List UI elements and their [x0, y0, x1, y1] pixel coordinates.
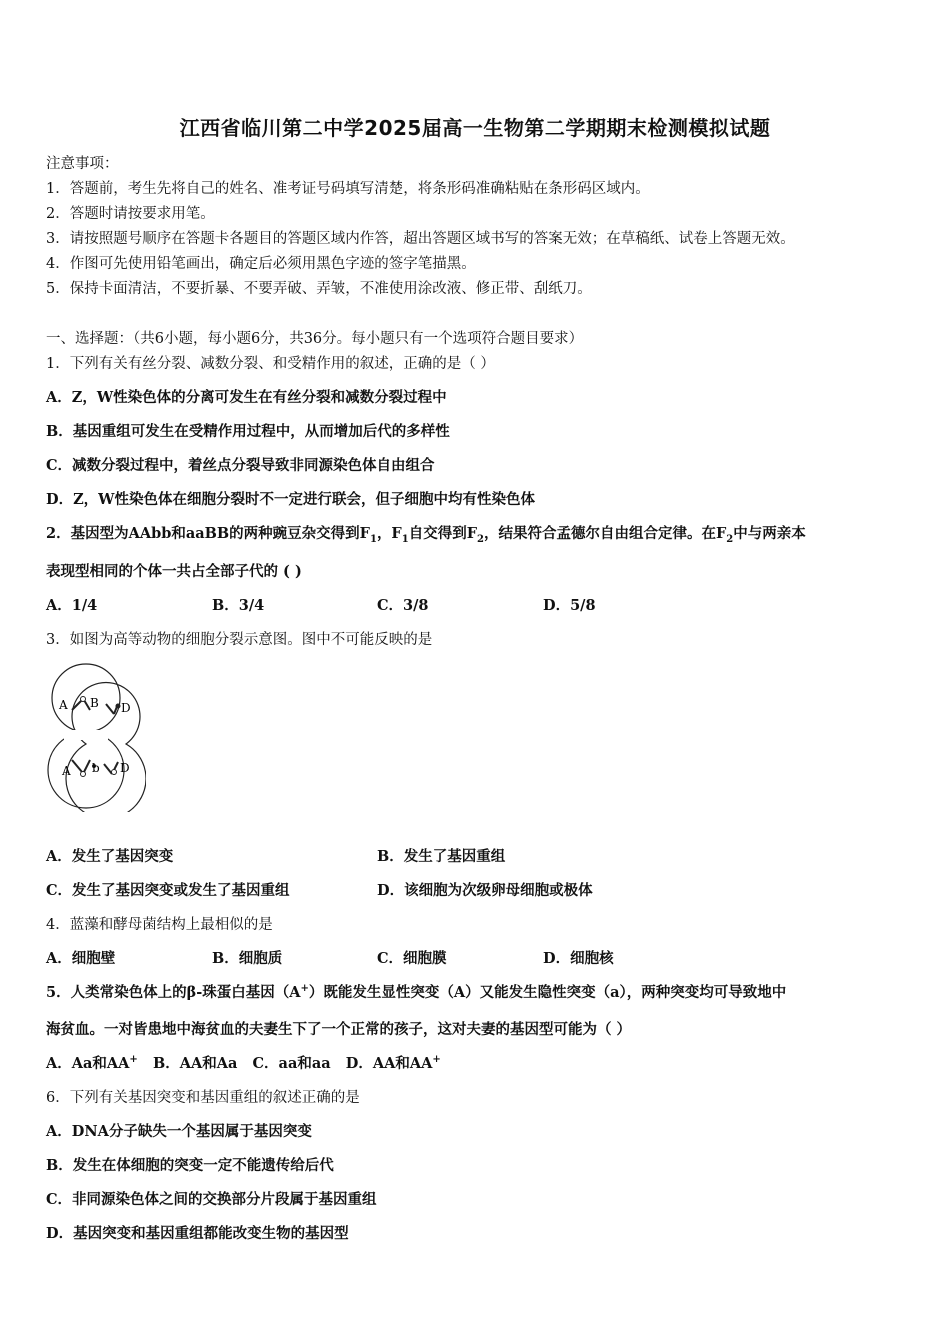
- question-5-options: [46, 1052, 441, 1073]
- q2-stem-part: 2．基因型为AAbb和aaBB的两种豌豆杂交得到F: [46, 525, 370, 542]
- question-1-stem: 1．下列有关有丝分裂、减数分裂、和受精作用的叙述，正确的是（ ）: [46, 356, 495, 372]
- centromere: [116, 704, 121, 709]
- q2-stem-part: 自交得到F: [408, 525, 477, 542]
- notice-item: 4．作图可先使用铅笔画出，确定后必须用黑色字迹的签字笔描黑。: [46, 256, 476, 272]
- question-3-option-b: B．发生了基因重组: [377, 848, 506, 865]
- question-4-option-a: A．细胞壁: [46, 950, 116, 967]
- question-1-option-a: A．Z，W性染色体的分离可发生在有丝分裂和减数分裂过程中: [46, 389, 447, 406]
- notice-item: 5．保持卡面清洁，不要折暴、不要弄破、弄皱，不准使用涂改液、修正带、刮纸刀。: [46, 281, 592, 297]
- question-5-stem: [46, 981, 786, 1002]
- chromosome: [106, 704, 114, 714]
- question-6-option-c: C．非同源染色体之间的交换部分片段属于基因重组: [46, 1191, 377, 1208]
- q2-subscript: 1: [401, 533, 409, 545]
- question-2-stem-line2: 表现型相同的个体一共占全部子代的 ( ): [46, 563, 302, 580]
- question-1-option-d: D．Z，W性染色体在细胞分裂时不一定进行联会，但子细胞中均有性染色体: [46, 491, 535, 508]
- cell-division-figure: [46, 660, 146, 812]
- gene-label: b: [92, 761, 100, 775]
- q5-stem-part: ）既能发生显性突变（A）又能发生隐性突变（a），两种突变均可导致地中: [308, 984, 787, 1001]
- question-2-option-a: A．1/4: [46, 597, 98, 614]
- page-title: 江西省临川第二中学2025届高一生物第二学期期末检测模拟试题: [179, 116, 771, 140]
- gene-label: B: [90, 696, 99, 710]
- question-1-option-b: B．基因重组可发生在受精作用过程中，从而增加后代的多样性: [46, 423, 450, 440]
- question-3-stem: 3．如图为高等动物的细胞分裂示意图。图中不可能反映的是: [46, 632, 433, 648]
- notice-item: 1．答题前，考生先将自己的姓名、准考证号码填写清楚，将条形码准确粘贴在条形码区域内。: [46, 181, 650, 197]
- question-6-option-b: B．发生在体细胞的突变一定不能遗传给后代: [46, 1157, 334, 1174]
- question-5-stem-line2: 海贫血。一对皆患地中海贫血的夫妻生下了一个正常的孩子，这对夫妻的基因型可能为（ ）: [46, 1021, 632, 1038]
- q2-stem-part: 中与两亲本: [733, 525, 806, 542]
- chromosome: [72, 760, 82, 772]
- q2-subscript: 1: [369, 533, 377, 545]
- question-1-option-c: C．减数分裂过程中，着丝点分裂导致非同源染色体自由组合: [46, 457, 435, 474]
- option-superscript: +: [432, 1054, 441, 1066]
- cell-outline: [66, 683, 146, 812]
- chromosome: [104, 764, 112, 774]
- q5-superscript: +: [300, 983, 309, 995]
- question-2-stem: [46, 522, 806, 545]
- q2-subscript: 2: [477, 533, 484, 545]
- question-5-option-b: B．AA和Aa: [152, 1055, 238, 1072]
- question-4-option-b: B．细胞质: [212, 950, 283, 967]
- q2-subscript: 2: [726, 533, 734, 545]
- option-text: D．AA和AA: [345, 1055, 433, 1072]
- notice-heading: 注意事项：: [46, 156, 119, 172]
- question-4-option-c: C．细胞膜: [377, 950, 447, 967]
- question-5-option-a: [46, 1055, 138, 1072]
- gene-label: A: [59, 698, 68, 712]
- gene-label: A: [62, 764, 71, 778]
- option-superscript: +: [129, 1054, 138, 1066]
- question-6-stem: 6．下列有关基因突变和基因重组的叙述正确的是: [46, 1090, 360, 1106]
- section-heading: 一、选择题：（共6小题，每小题6分，共36分。每小题只有一个选项符合题目要求）: [46, 331, 584, 347]
- centromere: [112, 770, 117, 775]
- question-6-option-d: D．基因突变和基因重组都能改变生物的基因型: [46, 1225, 349, 1242]
- question-4-stem: 4．蓝藻和酵母菌结构上最相似的是: [46, 917, 273, 933]
- centromere: [81, 697, 86, 702]
- gene-label: D: [120, 761, 130, 775]
- notice-item: 2．答题时请按要求用笔。: [46, 206, 215, 222]
- question-2-option-d: D．5/8: [543, 597, 596, 614]
- question-2-option-c: C．3/8: [377, 597, 429, 614]
- question-5-option-d: [346, 1055, 441, 1072]
- question-2-option-b: B．3/4: [212, 597, 265, 614]
- gene-label: D: [121, 701, 131, 715]
- question-3-option-d: D．该细胞为次级卵母细胞或极体: [377, 882, 593, 899]
- question-3-option-a: A．发生了基因突变: [46, 848, 174, 865]
- question-5-option-c: C．aa和aa: [252, 1055, 331, 1072]
- q2-stem-part: ，F: [376, 525, 402, 542]
- question-6-option-a: A．DNA分子缺失一个基因属于基因突变: [46, 1123, 312, 1140]
- q5-stem-part: 5．人类常染色体上的β-珠蛋白基因（A: [46, 984, 301, 1001]
- question-3-option-c: C．发生了基因突变或发生了基因重组: [46, 882, 290, 899]
- chromosome: [84, 760, 90, 772]
- option-text: A．Aa和AA: [46, 1055, 130, 1072]
- centromere: [81, 772, 86, 777]
- q2-stem-part: ，结果符合孟德尔自由组合定律。在F: [483, 525, 727, 542]
- notice-item: 3．请按照题号顺序在答题卡各题目的答题区域内作答，超出答题区域书写的答案无效；在草稿纸、试卷上答题无效。: [46, 231, 795, 247]
- question-4-option-d: D．细胞核: [543, 950, 614, 967]
